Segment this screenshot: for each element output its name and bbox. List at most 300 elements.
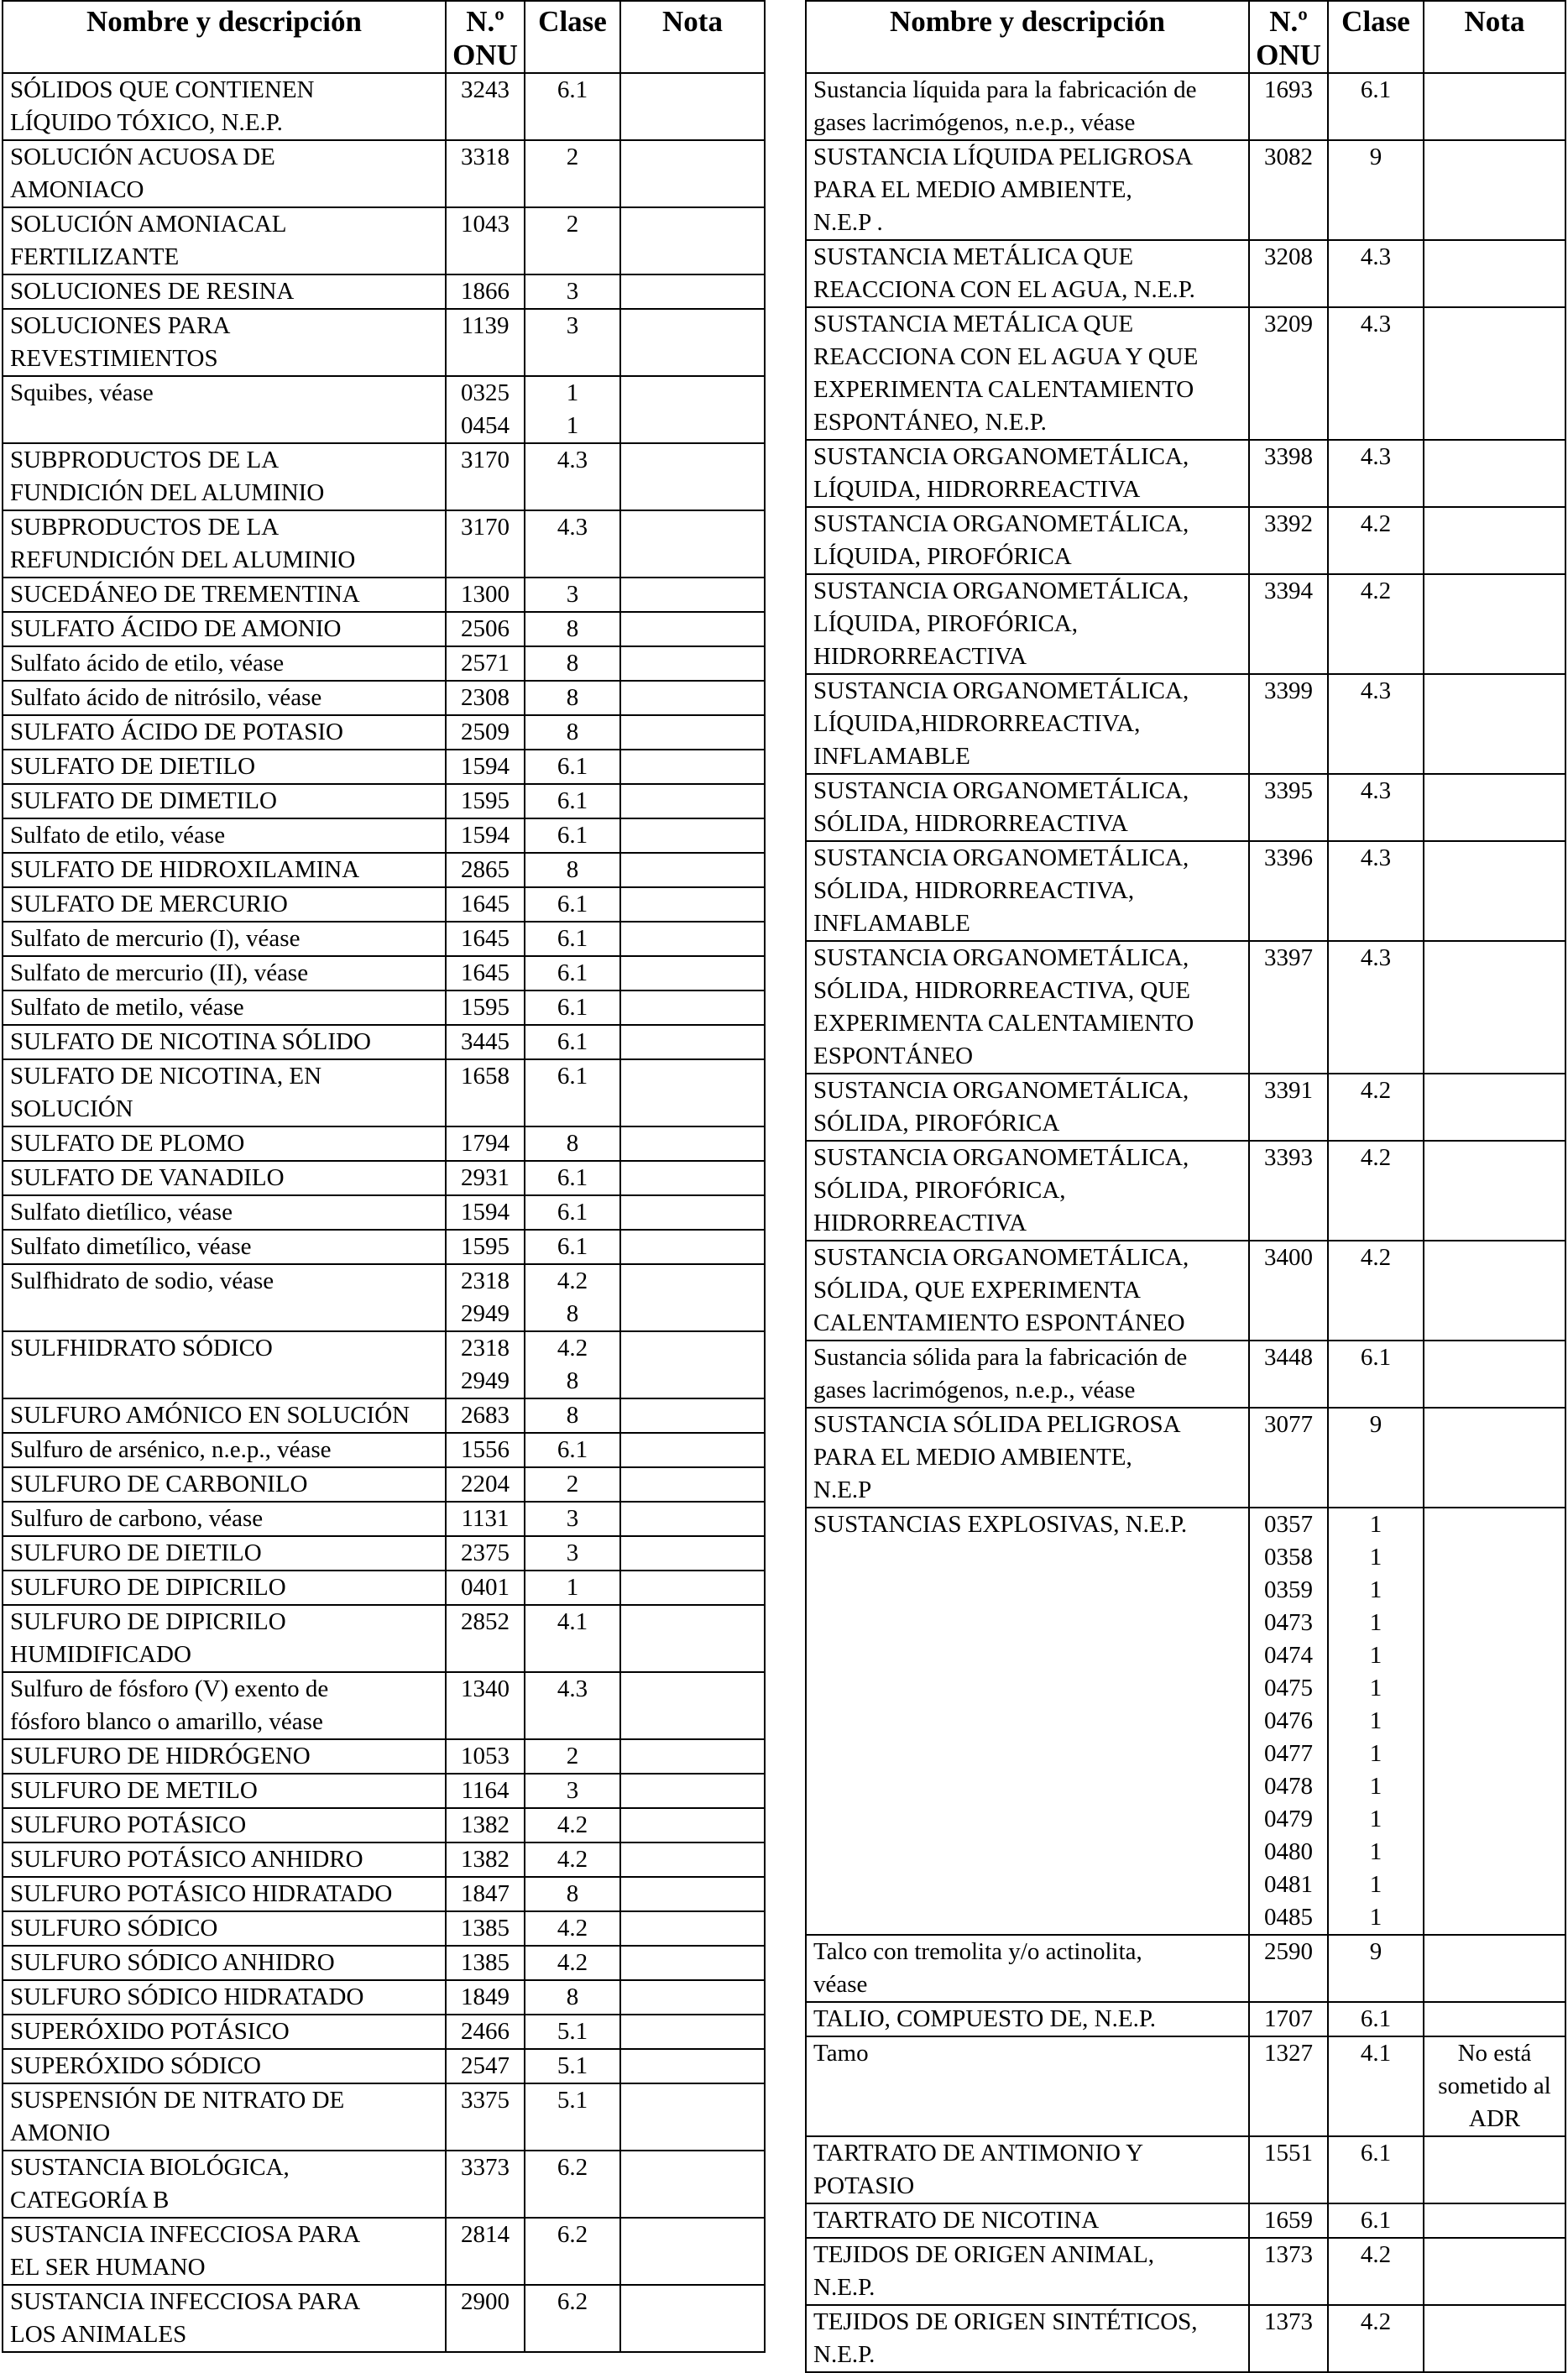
- table-row: [3, 207, 765, 274]
- onu-number-cell: [1249, 941, 1328, 1074]
- header-row: [3, 1, 765, 73]
- onu-number: 3396: [1264, 844, 1313, 871]
- note-cell: [620, 1842, 765, 1877]
- hazard-class: 6.2: [557, 2221, 588, 2248]
- onu-number: 1382: [461, 1846, 510, 1873]
- hazard-class-cell: [525, 2083, 620, 2151]
- onu-number-cell: [446, 207, 525, 274]
- note-cell: [620, 1739, 765, 1774]
- onu-number-cell: [446, 1739, 525, 1774]
- substance-name: CATEGORÍA B: [10, 2187, 170, 2214]
- substance-name: SUSTANCIA ORGANOMETÁLICA,: [813, 677, 1189, 704]
- table-row: [3, 1672, 765, 1739]
- onu-number-cell: [1249, 2238, 1328, 2305]
- table-row: [3, 750, 765, 784]
- substance-name: SUSTANCIA ORGANOMETÁLICA,: [813, 777, 1189, 804]
- substance-name: SULFATO ÁCIDO DE POTASIO: [10, 719, 343, 745]
- hazard-class: 2: [566, 144, 579, 170]
- hazard-class: 4.3: [1360, 677, 1392, 704]
- table-row: [3, 376, 765, 443]
- substance-name: FERTILIZANTE: [10, 243, 180, 270]
- onu-number: 1847: [461, 1880, 510, 1907]
- hazard-class: 1: [1369, 1511, 1382, 1538]
- substance-name: SULFURO POTÁSICO HIDRATADO: [10, 1880, 393, 1907]
- hazard-class-cell: [525, 1842, 620, 1877]
- substance-name: HIDRORREACTIVA: [813, 643, 1027, 670]
- substance-name-cell: [3, 207, 446, 274]
- substance-name: LOS ANIMALES: [10, 2321, 187, 2348]
- hazard-class-cell: [1328, 240, 1424, 307]
- substance-name: Sulfato de etilo, véase: [10, 822, 226, 849]
- hazard-class: 4.1: [1360, 2040, 1392, 2067]
- table-row: [3, 1398, 765, 1433]
- hazard-class: 8: [566, 684, 579, 711]
- hazard-class-cell: [1328, 574, 1424, 674]
- substance-name-cell: [3, 1161, 446, 1195]
- hazard-class: 9: [1369, 144, 1382, 170]
- header-name: Nombre y descripción: [806, 1, 1249, 73]
- onu-number: 3394: [1264, 578, 1313, 604]
- onu-number: 1551: [1264, 2140, 1313, 2167]
- note-cell: [620, 1946, 765, 1980]
- onu-number: 0454: [461, 412, 510, 439]
- substance-name: EL SER HUMANO: [10, 2254, 206, 2281]
- onu-number: 1373: [1264, 2241, 1313, 2268]
- substance-name-cell: [3, 784, 446, 818]
- note-cell: [620, 1571, 765, 1605]
- substance-name-cell: [806, 2036, 1249, 2136]
- onu-number: 2506: [461, 615, 510, 642]
- left-table: [2, 0, 766, 2353]
- note-cell: [620, 887, 765, 922]
- onu-number: 2900: [461, 2288, 510, 2315]
- table-row: [806, 307, 1565, 440]
- note-cell: [620, 376, 765, 443]
- hazard-class-cell: [525, 1195, 620, 1230]
- substance-name: INFLAMABLE: [813, 910, 970, 937]
- onu-number-cell: [446, 1774, 525, 1808]
- hazard-class-cell: [525, 2218, 620, 2285]
- substance-name-cell: [806, 1408, 1249, 1508]
- hazard-class-cell: [1328, 2002, 1424, 2036]
- hazard-class-cell: [525, 1571, 620, 1605]
- substance-name: SUSPENSIÓN DE NITRATO DE: [10, 2087, 345, 2114]
- substance-name: PARA EL MEDIO AMBIENTE,: [813, 1444, 1132, 1471]
- table-row: [3, 681, 765, 715]
- hazard-class: 4.3: [1360, 944, 1392, 971]
- note-cell: [1424, 1935, 1565, 2002]
- substance-name: SULFURO DE METILO: [10, 1777, 258, 1804]
- substance-name-cell: [806, 841, 1249, 941]
- table-row: [806, 1408, 1565, 1508]
- table-row: [3, 309, 765, 376]
- table-row: [806, 240, 1565, 307]
- onu-number-cell: [1249, 307, 1328, 440]
- hazard-class-cell: [525, 922, 620, 956]
- hazard-class: 1: [566, 412, 579, 439]
- hazard-class-cell: [525, 1808, 620, 1842]
- hazard-class-cell: [525, 681, 620, 715]
- hazard-class-cell: [1328, 941, 1424, 1074]
- onu-number-cell: [1249, 1508, 1328, 1935]
- onu-number-cell: [1249, 2203, 1328, 2238]
- onu-number: 2375: [461, 1539, 510, 1566]
- table-row: [3, 1571, 765, 1605]
- onu-number: 2547: [461, 2052, 510, 2079]
- onu-number: 2466: [461, 2018, 510, 2045]
- substance-name-cell: [3, 309, 446, 376]
- onu-number: 3375: [461, 2087, 510, 2114]
- substance-name: ESPONTÁNEO: [813, 1043, 974, 1069]
- table-row: [3, 1025, 765, 1059]
- substance-name-cell: [3, 274, 446, 309]
- hazard-class: 6.1: [557, 1233, 588, 1260]
- table-row: [806, 1341, 1565, 1408]
- onu-number-cell: [446, 2083, 525, 2151]
- note-cell: [1424, 841, 1565, 941]
- substance-name: Sulfuro de arsénico, n.e.p., véase: [10, 1436, 332, 1463]
- onu-number-cell: [446, 922, 525, 956]
- onu-number-cell: [1249, 1074, 1328, 1141]
- onu-number: 2571: [461, 650, 510, 677]
- note-cell: [1424, 1408, 1565, 1508]
- table-row: [3, 612, 765, 646]
- table-row: [3, 1911, 765, 1946]
- hazard-class: 9: [1369, 1938, 1382, 1965]
- substance-name: SUSTANCIA SÓLIDA PELIGROSA: [813, 1411, 1181, 1438]
- table-row: [806, 1935, 1565, 2002]
- hazard-class: 6.2: [557, 2288, 588, 2315]
- substance-name-cell: [3, 956, 446, 990]
- table-row: [3, 818, 765, 853]
- onu-number: 1595: [461, 1233, 510, 1260]
- note-cell: [1424, 2136, 1565, 2203]
- onu-number-cell: [446, 1672, 525, 1739]
- substance-name-cell: [806, 1508, 1249, 1935]
- hazard-class: 1: [1369, 1871, 1382, 1898]
- substance-name: SULFHIDRATO SÓDICO: [10, 1335, 273, 1362]
- hazard-class-cell: [1328, 1508, 1424, 1935]
- substance-name: HIDRORREACTIVA: [813, 1210, 1027, 1236]
- hazard-class: 5.1: [557, 2018, 588, 2045]
- substance-name: Sulfato ácido de nitrósilo, véase: [10, 684, 322, 711]
- right-table: [805, 0, 1566, 2373]
- substance-name: SOLUCIONES DE RESINA: [10, 278, 295, 305]
- table-row: [806, 2036, 1565, 2136]
- onu-number-cell: [446, 1980, 525, 2015]
- hazard-class: 6.1: [557, 959, 588, 986]
- note: No está: [1457, 2040, 1532, 2067]
- hazard-class-cell: [525, 1980, 620, 2015]
- onu-number: 1164: [461, 1777, 510, 1804]
- table-row: [3, 1739, 765, 1774]
- onu-number-cell: [446, 1195, 525, 1230]
- hazard-class: 3: [566, 1777, 579, 1804]
- onu-number: 0474: [1264, 1642, 1313, 1669]
- onu-number: 3077: [1264, 1411, 1313, 1438]
- substance-name-cell: [806, 2002, 1249, 2036]
- substance-name: Sulfato ácido de etilo, véase: [10, 650, 285, 677]
- substance-name-cell: [3, 1467, 446, 1502]
- substance-name-cell: [3, 853, 446, 887]
- hazard-class: 3: [566, 278, 579, 305]
- hazard-class: 4.2: [557, 1335, 588, 1362]
- note-cell: [620, 309, 765, 376]
- hazard-class: 1: [1369, 1740, 1382, 1767]
- hazard-class-cell: [1328, 1341, 1424, 1408]
- onu-number-cell: [1249, 674, 1328, 774]
- note-cell: [620, 2049, 765, 2083]
- note-cell: [1424, 1341, 1565, 1408]
- hazard-class: 1: [566, 1574, 579, 1601]
- hazard-class: 4.2: [1360, 1244, 1392, 1271]
- onu-number-cell: [446, 1911, 525, 1946]
- onu-number-cell: [446, 1467, 525, 1502]
- hazard-class-cell: [525, 1467, 620, 1502]
- substance-name: SUSTANCIA ORGANOMETÁLICA,: [813, 1144, 1189, 1171]
- hazard-class: 4.3: [1360, 243, 1392, 270]
- onu-number: 1794: [461, 1130, 510, 1157]
- substance-name-cell: [806, 2305, 1249, 2372]
- hazard-class-cell: [525, 1605, 620, 1672]
- hazard-class: 4.3: [1360, 311, 1392, 337]
- hazard-class: 8: [566, 650, 579, 677]
- table-row: [3, 1980, 765, 2015]
- note-cell: [1424, 140, 1565, 240]
- onu-number-cell: [446, 2015, 525, 2049]
- hazard-class: 1: [1369, 1904, 1382, 1931]
- substance-name: gases lacrimógenos, n.e.p., véase: [813, 1377, 1136, 1403]
- note-cell: [620, 578, 765, 612]
- onu-number-cell: [446, 612, 525, 646]
- substance-name: REVESTIMIENTOS: [10, 345, 218, 372]
- onu-number-cell: [446, 376, 525, 443]
- table-row: [806, 941, 1565, 1074]
- header-onu-line1: N.º: [466, 5, 504, 38]
- note-cell: [620, 274, 765, 309]
- note-cell: [620, 990, 765, 1025]
- table-row: [3, 1842, 765, 1877]
- table-row: [3, 1331, 765, 1398]
- onu-number-cell: [446, 1161, 525, 1195]
- hazard-class: 6.1: [1360, 76, 1392, 103]
- onu-number: 3395: [1264, 777, 1313, 804]
- onu-number: 0325: [461, 379, 510, 406]
- onu-number-cell: [446, 1808, 525, 1842]
- onu-number-cell: [446, 2285, 525, 2352]
- hazard-class: 6.1: [557, 891, 588, 917]
- note-cell: [620, 956, 765, 990]
- header-nota: Nota: [1424, 1, 1565, 73]
- onu-number: 1139: [461, 312, 510, 339]
- substance-name-cell: [3, 646, 446, 681]
- onu-number-cell: [446, 750, 525, 784]
- substance-name: SULFURO AMÓNICO EN SOLUCIÓN: [10, 1402, 410, 1429]
- note-cell: [620, 1398, 765, 1433]
- substance-name: SUBPRODUCTOS DE LA: [10, 514, 280, 541]
- onu-number: 3208: [1264, 243, 1313, 270]
- substance-name-cell: [806, 73, 1249, 140]
- substance-name: SUSTANCIA INFECCIOSA PARA: [10, 2288, 361, 2315]
- substance-name: EXPERIMENTA CALENTAMIENTO: [813, 1010, 1194, 1037]
- table-row: [3, 2151, 765, 2218]
- hazard-class: 8: [566, 1984, 579, 2010]
- hazard-class: 4.2: [557, 1268, 588, 1294]
- hazard-class: 8: [566, 719, 579, 745]
- onu-number-cell: [1249, 2136, 1328, 2203]
- note-cell: [620, 1980, 765, 2015]
- substance-name-cell: [806, 1141, 1249, 1241]
- substance-name-cell: [3, 1502, 446, 1536]
- table-row: [3, 1433, 765, 1467]
- hazard-class-cell: [525, 887, 620, 922]
- onu-number: 3448: [1264, 1344, 1313, 1371]
- substance-name-cell: [806, 774, 1249, 841]
- hazard-class: 4.3: [557, 447, 588, 473]
- onu-number-cell: [446, 274, 525, 309]
- note-cell: [620, 1433, 765, 1467]
- hazard-class: 4.3: [1360, 844, 1392, 871]
- onu-number: 1693: [1264, 76, 1313, 103]
- table-row: [3, 1946, 765, 1980]
- substance-name: SOLUCIÓN AMONIACAL: [10, 211, 287, 238]
- substance-name: SULFATO DE DIMETILO: [10, 787, 277, 814]
- note-cell: [1424, 941, 1565, 1074]
- onu-number-cell: [446, 309, 525, 376]
- hazard-class: 4.3: [557, 1675, 588, 1702]
- hazard-class: 6.1: [1360, 2140, 1392, 2167]
- substance-name-cell: [806, 2238, 1249, 2305]
- substance-name: SÓLIDA, PIROFÓRICA,: [813, 1177, 1066, 1204]
- substance-name: gases lacrimógenos, n.e.p., véase: [813, 109, 1136, 136]
- hazard-class-cell: [1328, 1074, 1424, 1141]
- hazard-class-cell: [525, 578, 620, 612]
- onu-number-cell: [446, 1536, 525, 1571]
- substance-name-cell: [806, 574, 1249, 674]
- substance-name-cell: [806, 307, 1249, 440]
- header-onu: [1249, 1, 1328, 73]
- onu-number-cell: [1249, 1935, 1328, 2002]
- onu-number-cell: [446, 2049, 525, 2083]
- hazard-class-cell: [525, 1672, 620, 1739]
- table-row: [806, 1241, 1565, 1341]
- hazard-class: 3: [566, 312, 579, 339]
- substance-name-cell: [3, 376, 446, 443]
- substance-name: SULFURO DE DIPICRILO: [10, 1608, 286, 1635]
- substance-name: SUSTANCIA ORGANOMETÁLICA,: [813, 510, 1189, 537]
- hazard-class-cell: [1328, 2036, 1424, 2136]
- substance-name: Sulfuro de carbono, véase: [10, 1505, 264, 1532]
- onu-number: 1645: [461, 959, 510, 986]
- onu-number: 3397: [1264, 944, 1313, 971]
- substance-name-cell: [806, 1341, 1249, 1408]
- hazard-class-cell: [525, 1739, 620, 1774]
- table-row: [806, 2238, 1565, 2305]
- table-row: [3, 1264, 765, 1331]
- substance-name-cell: [806, 1241, 1249, 1341]
- note-cell: [620, 2218, 765, 2285]
- note-cell: [1424, 2305, 1565, 2372]
- substance-name: Sulfato dimetílico, véase: [10, 1233, 252, 1260]
- table-row: [806, 774, 1565, 841]
- note-cell: [620, 510, 765, 578]
- hazard-class-cell: [525, 1161, 620, 1195]
- hazard-class: 6.1: [1360, 2005, 1392, 2032]
- substance-name-cell: [3, 715, 446, 750]
- substance-name-cell: [3, 750, 446, 784]
- onu-number: 3318: [461, 144, 510, 170]
- onu-number-cell: [446, 1331, 525, 1398]
- table-row: [3, 1059, 765, 1126]
- hazard-class-cell: [525, 274, 620, 309]
- substance-name: SUSTANCIA METÁLICA QUE: [813, 311, 1134, 337]
- hazard-class-cell: [525, 2049, 620, 2083]
- onu-number: 3400: [1264, 1244, 1313, 1271]
- onu-number: 0481: [1264, 1871, 1313, 1898]
- hazard-class-cell: [1328, 1408, 1424, 1508]
- substance-name-cell: [3, 1398, 446, 1433]
- onu-number: 0477: [1264, 1740, 1313, 1767]
- table-row: [3, 140, 765, 207]
- hazard-class: 4.2: [557, 1915, 588, 1942]
- onu-number-cell: [446, 853, 525, 887]
- substance-name-cell: [3, 1264, 446, 1331]
- hazard-class: 8: [566, 1402, 579, 1429]
- hazard-class: 6.1: [557, 994, 588, 1021]
- onu-number-cell: [446, 1398, 525, 1433]
- note-cell: [1424, 2238, 1565, 2305]
- hazard-class-cell: [525, 443, 620, 510]
- table-row: [3, 1774, 765, 1808]
- header-onu-line1: N.º: [1269, 5, 1308, 38]
- table-row: [806, 1074, 1565, 1141]
- note-cell: [620, 1025, 765, 1059]
- note-cell: [620, 1264, 765, 1331]
- table-row: [3, 1536, 765, 1571]
- note-cell: [620, 1877, 765, 1911]
- substance-name: N.E.P: [813, 1477, 872, 1503]
- hazard-class-cell: [525, 1126, 620, 1161]
- note-cell: [1424, 507, 1565, 574]
- substance-name-cell: [3, 443, 446, 510]
- substance-name: Sulfato de metilo, véase: [10, 994, 244, 1021]
- substance-name-cell: [3, 887, 446, 922]
- substance-name: Sustancia líquida para la fabricación de: [813, 76, 1197, 103]
- substance-name: SULFURO SÓDICO ANHIDRO: [10, 1949, 335, 1976]
- onu-number: 1594: [461, 822, 510, 849]
- hazard-class-cell: [525, 1433, 620, 1467]
- hazard-class: 6.1: [557, 76, 588, 103]
- hazard-class: 8: [566, 1880, 579, 1907]
- substance-name: SULFATO DE NICOTINA, EN: [10, 1063, 322, 1090]
- onu-number: 1373: [1264, 2308, 1313, 2335]
- note-cell: [620, 750, 765, 784]
- onu-number-cell: [446, 510, 525, 578]
- onu-number-cell: [446, 646, 525, 681]
- onu-number-cell: [446, 1264, 525, 1331]
- hazard-class: 4.2: [1360, 1144, 1392, 1171]
- substance-name: REACCIONA CON EL AGUA, N.E.P.: [813, 276, 1195, 303]
- onu-number-cell: [446, 140, 525, 207]
- hazard-class: 1: [1369, 1838, 1382, 1865]
- onu-number: 2814: [461, 2221, 510, 2248]
- substance-name: Sulfato de mercurio (I), véase: [10, 925, 301, 952]
- onu-number: 1385: [461, 1949, 510, 1976]
- hazard-class-cell: [1328, 140, 1424, 240]
- onu-number: 1595: [461, 787, 510, 814]
- hazard-class-cell: [525, 750, 620, 784]
- onu-number: 0476: [1264, 1707, 1313, 1734]
